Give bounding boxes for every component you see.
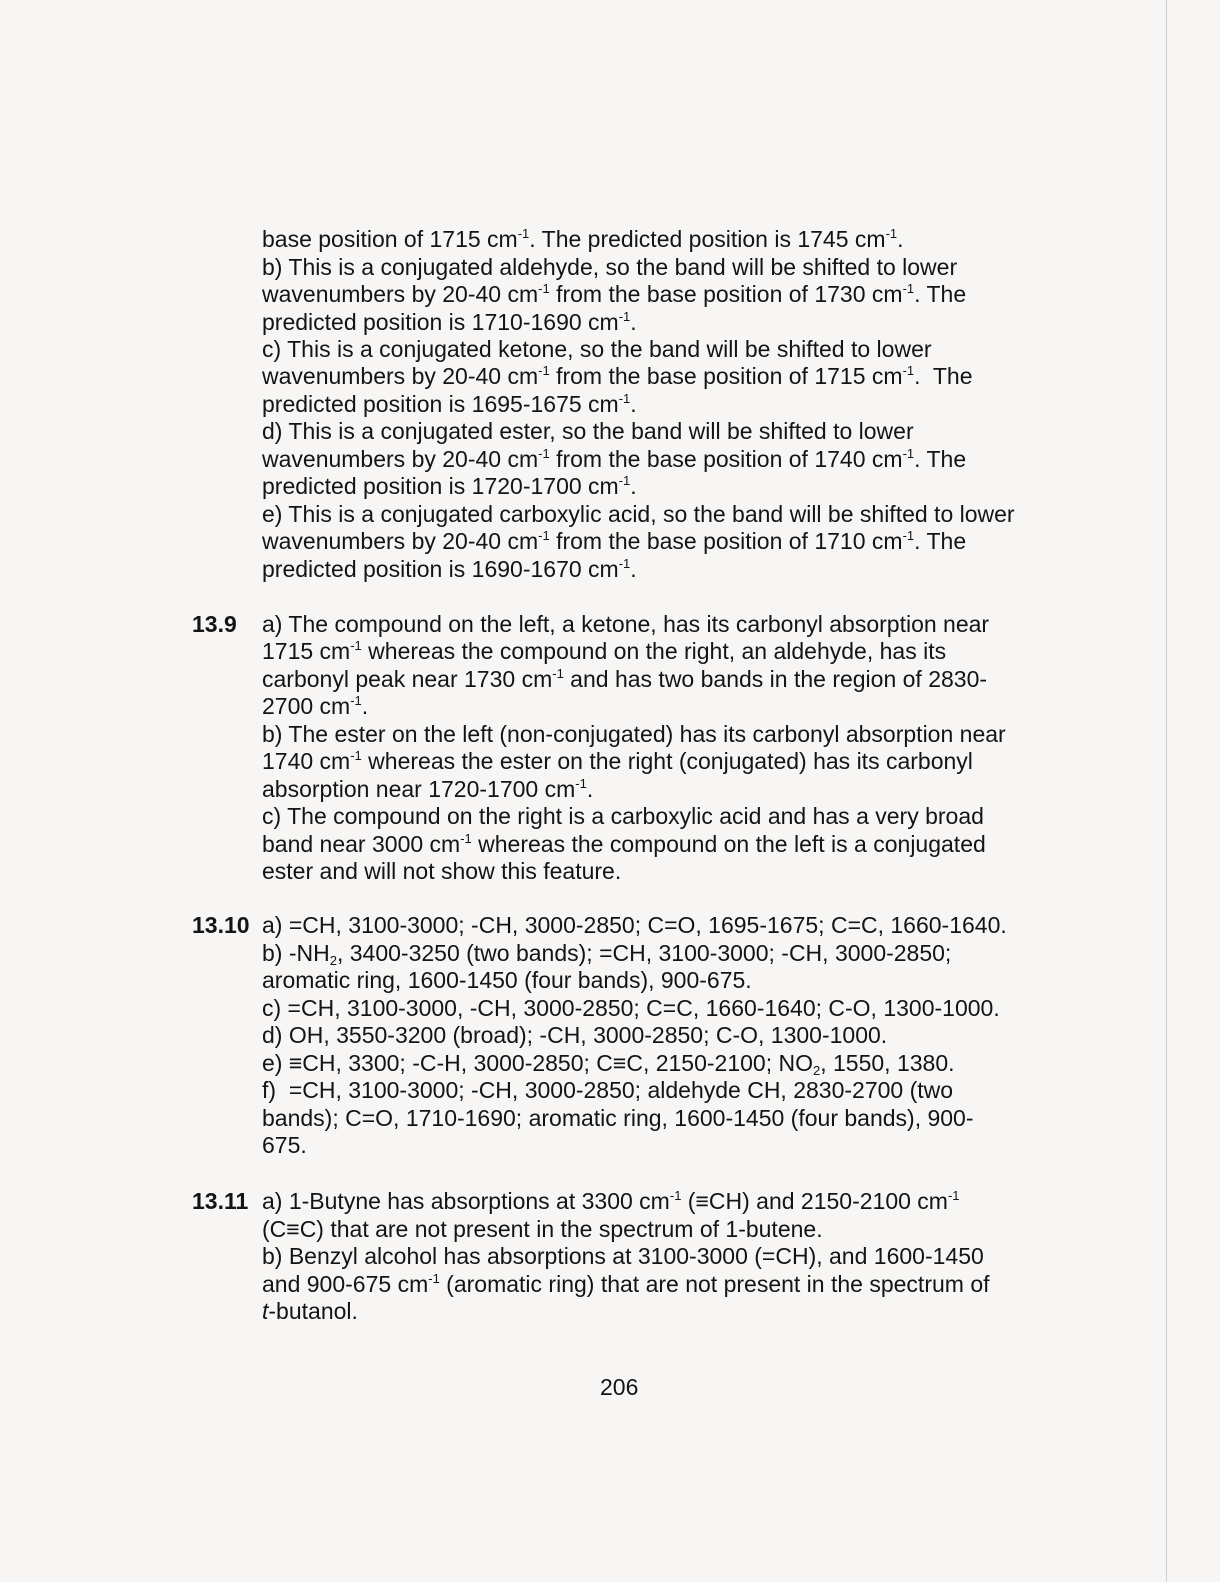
text-line: 1715 $cm^{-1}$ whereas the compound on the right, an aldehyde, has its — [262, 638, 947, 664]
text-line: absorption near 1720-1700 $cm^{-1}$. — [262, 776, 594, 802]
text-line: bands); C=O, 1710-1690; aromatic ring, 1600-1450 (four bands), 900- — [262, 1105, 974, 1131]
text-line: 2700 $cm^{-1}$. — [262, 693, 369, 719]
text-line: predicted position is 1695-1675 $cm^{-1}$. — [262, 391, 637, 417]
text-line: wavenumbers by 20-40 $cm^{-1}$ from the base position of 1710 $cm^{-1}$. The — [262, 528, 967, 554]
problem-number: 13.10 — [192, 912, 250, 938]
text-line: aromatic ring, 1600-1450 (four bands), 900-675. — [262, 967, 752, 993]
text-line: a) The compound on the left, a ketone, has its carbonyl absorption near — [262, 611, 990, 637]
page-number: 206 — [600, 1374, 639, 1400]
text-line: e) This is a conjugated carboxylic acid, so the band will be shifted to lower — [262, 501, 1015, 527]
text-line: c) =CH, 3100-3000, -CH, 3000-2850; C=C, 1660-1640; C-O, 1300-1000. — [262, 995, 1000, 1021]
text-line: 1740 $cm^{-1}$ whereas the ester on the right (conjugated) has its carbonyl — [262, 748, 973, 774]
text-line: wavenumbers by 20-40 $cm^{-1}$ from the base position of 1730 $cm^{-1}$. The — [262, 281, 967, 307]
text-line: 675. — [262, 1132, 307, 1158]
text-line: d) This is a conjugated ester, so the band will be shifted to lower — [262, 418, 914, 444]
text-line: predicted position is 1710-1690 $cm^{-1}$. — [262, 309, 637, 335]
text-line: predicted position is 1720-1700 $cm^{-1}$. — [262, 473, 637, 499]
text-line: band near 3000 $cm^{-1}$ whereas the compound on the left is a conjugated — [262, 831, 986, 857]
text-line: and 900-675 $cm^{-1}$ (aromatic ring) that are not present in the spectrum of — [262, 1271, 990, 1297]
text-line: b) Benzyl alcohol has absorptions at 3100-3000 (=CH), and 1600-1450 — [262, 1243, 984, 1269]
text-line: predicted position is 1690-1670 $cm^{-1}$. — [262, 556, 637, 582]
text-line: wavenumbers by 20-40 $cm^{-1}$ from the base position of 1715 $cm^{-1}$. The — [262, 363, 973, 389]
text-line: carbonyl peak near 1730 $cm^{-1}$ and has two bands in the region of 2830- — [262, 666, 988, 692]
text-line: f) =CH, 3100-3000; -CH, 3000-2850; aldehyde CH, 2830-2700 (two — [262, 1077, 954, 1103]
text-line: a) =CH, 3100-3000; -CH, 3000-2850; C=O, 1695-1675; C=C, 1660-1640. — [262, 912, 1007, 938]
text-line: b) The ester on the left (non-conjugated) has its carbonyl absorption near — [262, 721, 1006, 747]
text-line: b) $-NH_2$, 3400-3250 (two bands); =CH, 3100-3000; -CH, 3000-2850; — [262, 940, 952, 968]
text-line: b) This is a conjugated aldehyde, so the band will be shifted to lower — [262, 254, 958, 280]
text-line: c) The compound on the right is a carboxylic acid and has a very broad — [262, 803, 984, 829]
text-line: e) ≡CH, 3300; -C-H, 3000-2850; C≡C, 2150-2100; $NO_2$, 1550, 1380. — [262, 1050, 955, 1078]
text-line: base position of 1715 $cm^{-1}$. The predicted position is 1745 $cm^{-1}$. — [262, 226, 904, 252]
text-line: d) OH, 3550-3200 (broad); -CH, 3000-2850; C-O, 1300-1000. — [262, 1022, 888, 1048]
text-line: t-butanol. — [262, 1298, 358, 1324]
text-line: ester and will not show this feature. — [262, 858, 622, 884]
text-line: (C≡C) that are not present in the spectrum of 1-butene. — [262, 1216, 823, 1242]
text-line: a) 1-Butyne has absorptions at 3300 $cm^{-1}$ (≡CH) and 2150-2100 $cm^{-1}$ — [262, 1188, 960, 1214]
problem-number: 13.9 — [192, 611, 237, 637]
text-line: wavenumbers by 20-40 $cm^{-1}$ from the base position of 1740 $cm^{-1}$. The — [262, 446, 967, 472]
problem-number: 13.11 — [192, 1188, 249, 1214]
text-line: c) This is a conjugated ketone, so the band will be shifted to lower — [262, 336, 932, 362]
